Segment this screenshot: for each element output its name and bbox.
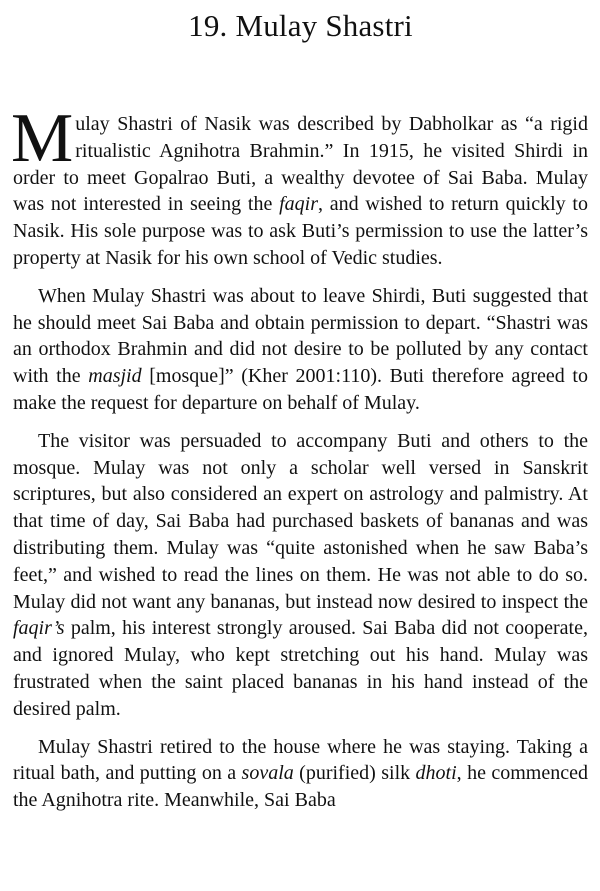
text-run: Mulay Shastri retired to the house where he was staying. Taking a ritual bath, and putting on a bbox=[13, 735, 588, 785]
italic-term: dhoti bbox=[415, 762, 457, 785]
paragraph-2 bbox=[13, 283, 588, 417]
text-run: , he commenced the Agnihotra rite. Meanwhile, Sai Baba bbox=[13, 762, 588, 812]
drop-cap: M bbox=[11, 100, 74, 177]
text-run: , and wished to return quickly to Nasik. His sole purpose was to ask Buti’s permission to use the latter’s property at Nasik for his own school of Vedic studies. bbox=[13, 193, 588, 269]
text-run: (purified) silk bbox=[293, 762, 416, 785]
text-run: When Mulay Shastri was about to leave Shirdi, Buti suggested that he should meet Sai Baba and obtain permission to depart. “Shastri was an orthodox Brahmin and did not desire to be polluted by any contact with the bbox=[13, 284, 588, 388]
body-text bbox=[11, 100, 588, 814]
italic-term: sovala bbox=[241, 762, 294, 785]
italic-term: faqir’s bbox=[13, 617, 65, 640]
text-run: The visitor was persuaded to accompany Buti and others to the mosque. Mulay was not only a scholar well versed in Sanskrit scriptures, but also considered an expert on astrology and palmistry. At that time of day, Sai Baba had purchased baskets of bananas and was distributing them. Mulay was “quite astonished when he saw Baba’s feet,” and wished to read the lines on them. He was not able to do so. Mulay did not want any bananas, but instead now desired to inspect the bbox=[13, 429, 588, 613]
paragraph-3 bbox=[13, 428, 588, 723]
italic-term: faqir bbox=[279, 193, 318, 216]
text-run: [mosque]” (Kher 2001:110). Buti therefore agreed to make the request for departure on behalf of Mulay. bbox=[13, 365, 588, 414]
text-run: ulay Shastri of Nasik was described by Dabholkar as “a rigid ritualistic Agnihotra Brahmin.” In 1915, he visited Shirdi in order to meet Gopalrao Buti, a wealthy devotee of Sai Baba. Mulay was not interested in seeing the bbox=[13, 113, 588, 216]
chapter-title: 19. Mulay Shastri bbox=[188, 8, 413, 43]
paragraph-1 bbox=[11, 100, 588, 272]
text-run: palm, his interest strongly aroused. Sai Baba did not cooperate, and ignored Mulay, who kept stretching out his hand. Mulay was frustrated when the saint placed bananas in his hand instead of the desired palm. bbox=[13, 617, 588, 720]
italic-term: masjid bbox=[88, 365, 142, 388]
paragraph-4 bbox=[13, 734, 588, 814]
